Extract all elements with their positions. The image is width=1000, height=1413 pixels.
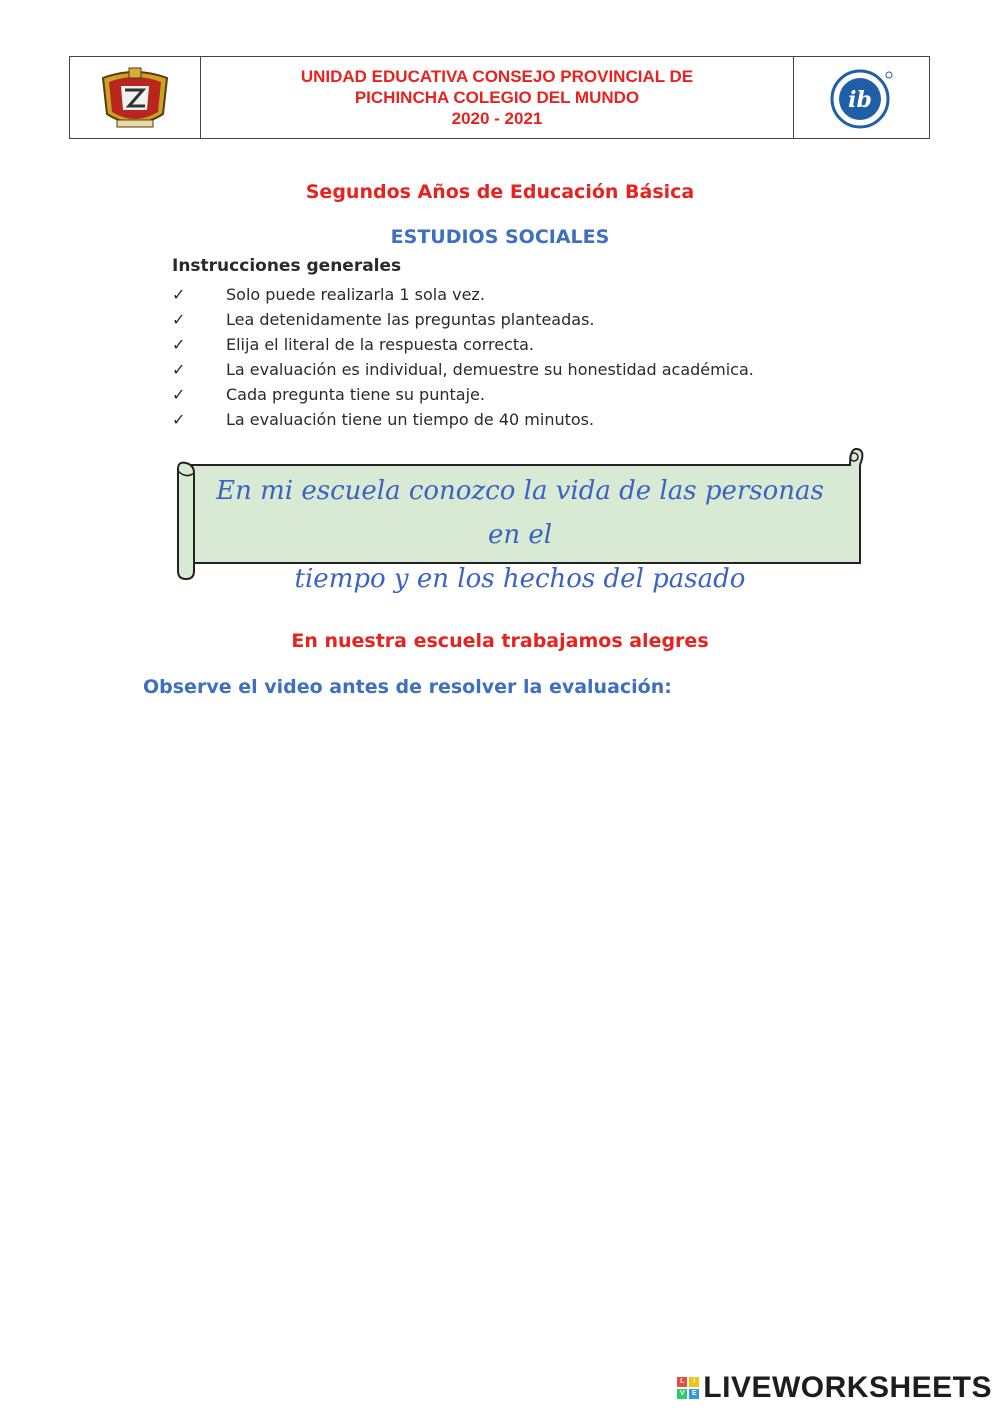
scroll-line-1: En mi escuela conozco la vida de las personas en el: [216, 476, 824, 550]
scroll-line-2: tiempo y en los hechos del pasado: [294, 564, 746, 594]
instruction-item: [172, 407, 952, 432]
liveworksheets-brand[interactable]: [677, 1371, 992, 1405]
check-icon: ✓: [172, 310, 186, 329]
instruction-text: Elija el literal de la respuesta correcta.: [226, 335, 535, 354]
brand-letter-v: V: [677, 1389, 687, 1399]
check-icon: ✓: [172, 360, 186, 379]
school-name-line-2: PICHINCHA COLEGIO DEL MUNDO: [354, 88, 640, 107]
instruction-text: La evaluación tiene un tiempo de 40 minutos.: [226, 410, 595, 429]
header-left-cell: [70, 57, 201, 138]
brand-letter-e: E: [689, 1389, 699, 1399]
instructions-block: [172, 256, 952, 432]
header-table: [69, 56, 930, 139]
grade-subtitle: Segundos Años de Educación Básica: [305, 181, 695, 203]
instructions-title: Instrucciones generales: [172, 256, 402, 276]
instruction-item: [172, 307, 952, 332]
check-icon: ✓: [172, 385, 186, 404]
instruction-item: [172, 332, 952, 357]
check-icon: ✓: [172, 285, 186, 304]
instruction-item: [172, 382, 952, 407]
scroll-text: [200, 469, 840, 601]
section-title: En nuestra escuela trabajamos alegres: [291, 630, 709, 652]
instruction-item: [172, 357, 952, 382]
instruction-item: [172, 282, 952, 307]
school-year: 2020 - 2021: [451, 109, 543, 128]
brand-logo-icon: [677, 1377, 699, 1399]
instruction-text: Solo puede realizarla 1 sola vez.: [226, 285, 485, 304]
brand-letter-l: L: [677, 1377, 687, 1387]
instruction-text: Cada pregunta tiene su puntaje.: [226, 385, 485, 404]
svg-text:ib: ib: [847, 86, 872, 113]
header-title-cell: [201, 57, 794, 138]
check-icon: ✓: [172, 410, 186, 429]
brand-letter-i: I: [689, 1377, 699, 1387]
school-name-line-1: UNIDAD EDUCATIVA CONSEJO PROVINCIAL DE: [300, 67, 694, 86]
scroll-banner: [170, 445, 870, 594]
ib-world-school-icon: [827, 67, 897, 129]
instruction-text: La evaluación es individual, demuestre su honestidad académica.: [226, 360, 754, 379]
school-crest-icon: [95, 64, 175, 132]
header-right-cell: [794, 57, 929, 138]
brand-text: LIVEWORKSHEETS: [703, 1371, 992, 1404]
subject-subtitle: ESTUDIOS SOCIALES: [390, 226, 610, 248]
check-icon: ✓: [172, 335, 186, 354]
instruction-text: Lea detenidamente las preguntas planteadas.: [226, 310, 595, 329]
video-prompt: Observe el video antes de resolver la evaluación:: [143, 676, 672, 698]
